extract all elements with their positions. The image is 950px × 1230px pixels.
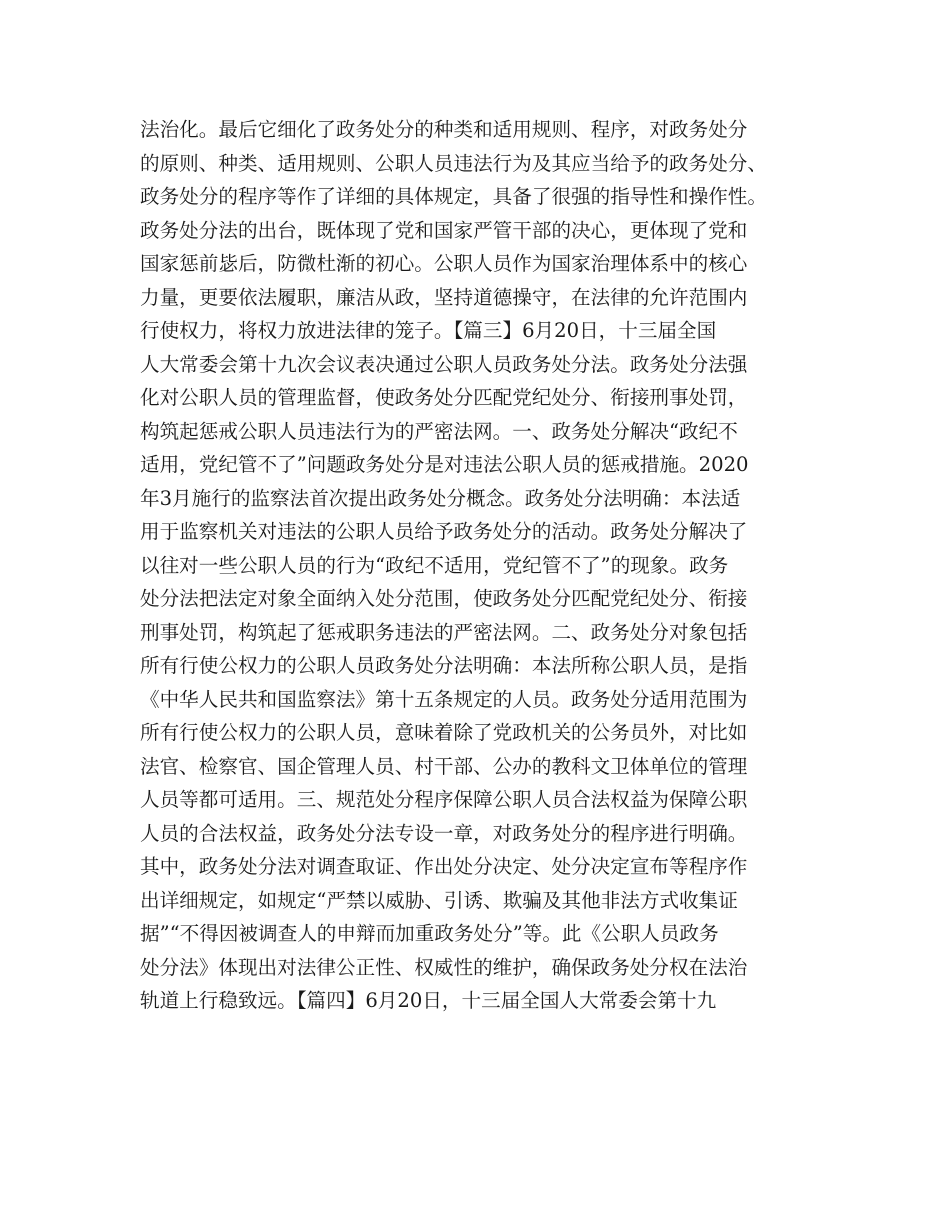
text-line: 所有行使公权力的公职人员政务处分法明确：本法所称公职人员，是指 [140,654,748,677]
text-line: 处分法把法定对象全面纳入处分范围，使政务处分匹配党纪处分、衔接 [140,587,748,610]
text-line: 《中华人民共和国监察法》第十五条规定的人员。政务处分适用范围为 [140,687,748,711]
text-line: 据”“不得因被调查人的申辩而加重政务处分”等。此《公职人员政务 [140,922,719,945]
text-line: 以往对一些公职人员的行为“政纪不适用，党纪管不了”的现象。政务 [140,553,729,577]
text-line: 力量，更要依法履职，廉洁从政，坚持道德操守，在法律的允许范围内 [140,285,748,309]
text-line: 化对公职人员的管理监督，使政务处分匹配党纪处分、衔接刑事处罚， [140,386,748,409]
text-line: 出详细规定，如规定“严禁以威胁、引诱、欺骗及其他非法方式收集证 [140,888,738,912]
text-line: 政务处分法的出台，既体现了党和国家严管干部的决心，更体现了党和 [140,218,748,242]
text-line: 法官、检察官、国企管理人员、村干部、公办的教科文卫体单位的管理 [140,754,748,778]
text-line: 人大常委会第十九次会议表决通过公职人员政务处分法。政务处分法强 [140,352,748,376]
text-line: 人员的合法权益，政务处分法专设一章，对政务处分的程序进行明确。 [140,821,748,845]
text-line: 年3月施行的监察法首次提出政务处分概念。政务处分法明确：本法适 [140,486,741,510]
text-line: 构筑起惩戒公职人员违法行为的严密法网。一、政务处分解决“政纪不 [140,419,738,443]
text-line: 处分法》体现出对法律公正性、权威性的维护，确保政务处分权在法治 [140,955,748,979]
text-line: 适用，党纪管不了”问题政务处分是对违法公职人员的惩戒措施。2020 [140,453,749,476]
text-line: 政务处分的程序等作了详细的具体规定，具备了很强的指导性和操作性。 [140,185,767,208]
body-text [140,113,830,1018]
text-line: 轨道上行稳致远。【篇四】6月20日，十三届全国人大常委会第十九 [140,989,717,1012]
text-line: 所有行使公权力的公职人员，意味着除了党政机关的公务员外，对比如 [140,721,748,744]
text-line: 行使权力，将权力放进法律的笼子。【篇三】6月20日，十三届全国 [140,319,717,342]
text-line: 人员等都可适用。三、规范处分程序保障公职人员合法权益为保障公职 [140,788,748,811]
text-line: 刑事处罚，构筑起了惩戒职务违法的严密法网。二、政务处分对象包括 [140,620,748,644]
text-line: 用于监察机关对违法的公职人员给予政务处分的活动。政务处分解决了 [140,520,748,543]
text-line: 的原则、种类、适用规则、公职人员违法行为及其应当给予的政务处分、 [140,151,767,175]
text-line: 法治化。最后它细化了政务处分的种类和适用规则、程序，对政务处分 [140,118,748,141]
text-line: 国家惩前毖后，防微杜渐的初心。公职人员作为国家治理体系中的核心 [140,252,748,275]
text-line: 其中，政务处分法对调查取证、作出处分决定、处分决定宣布等程序作 [140,855,748,878]
